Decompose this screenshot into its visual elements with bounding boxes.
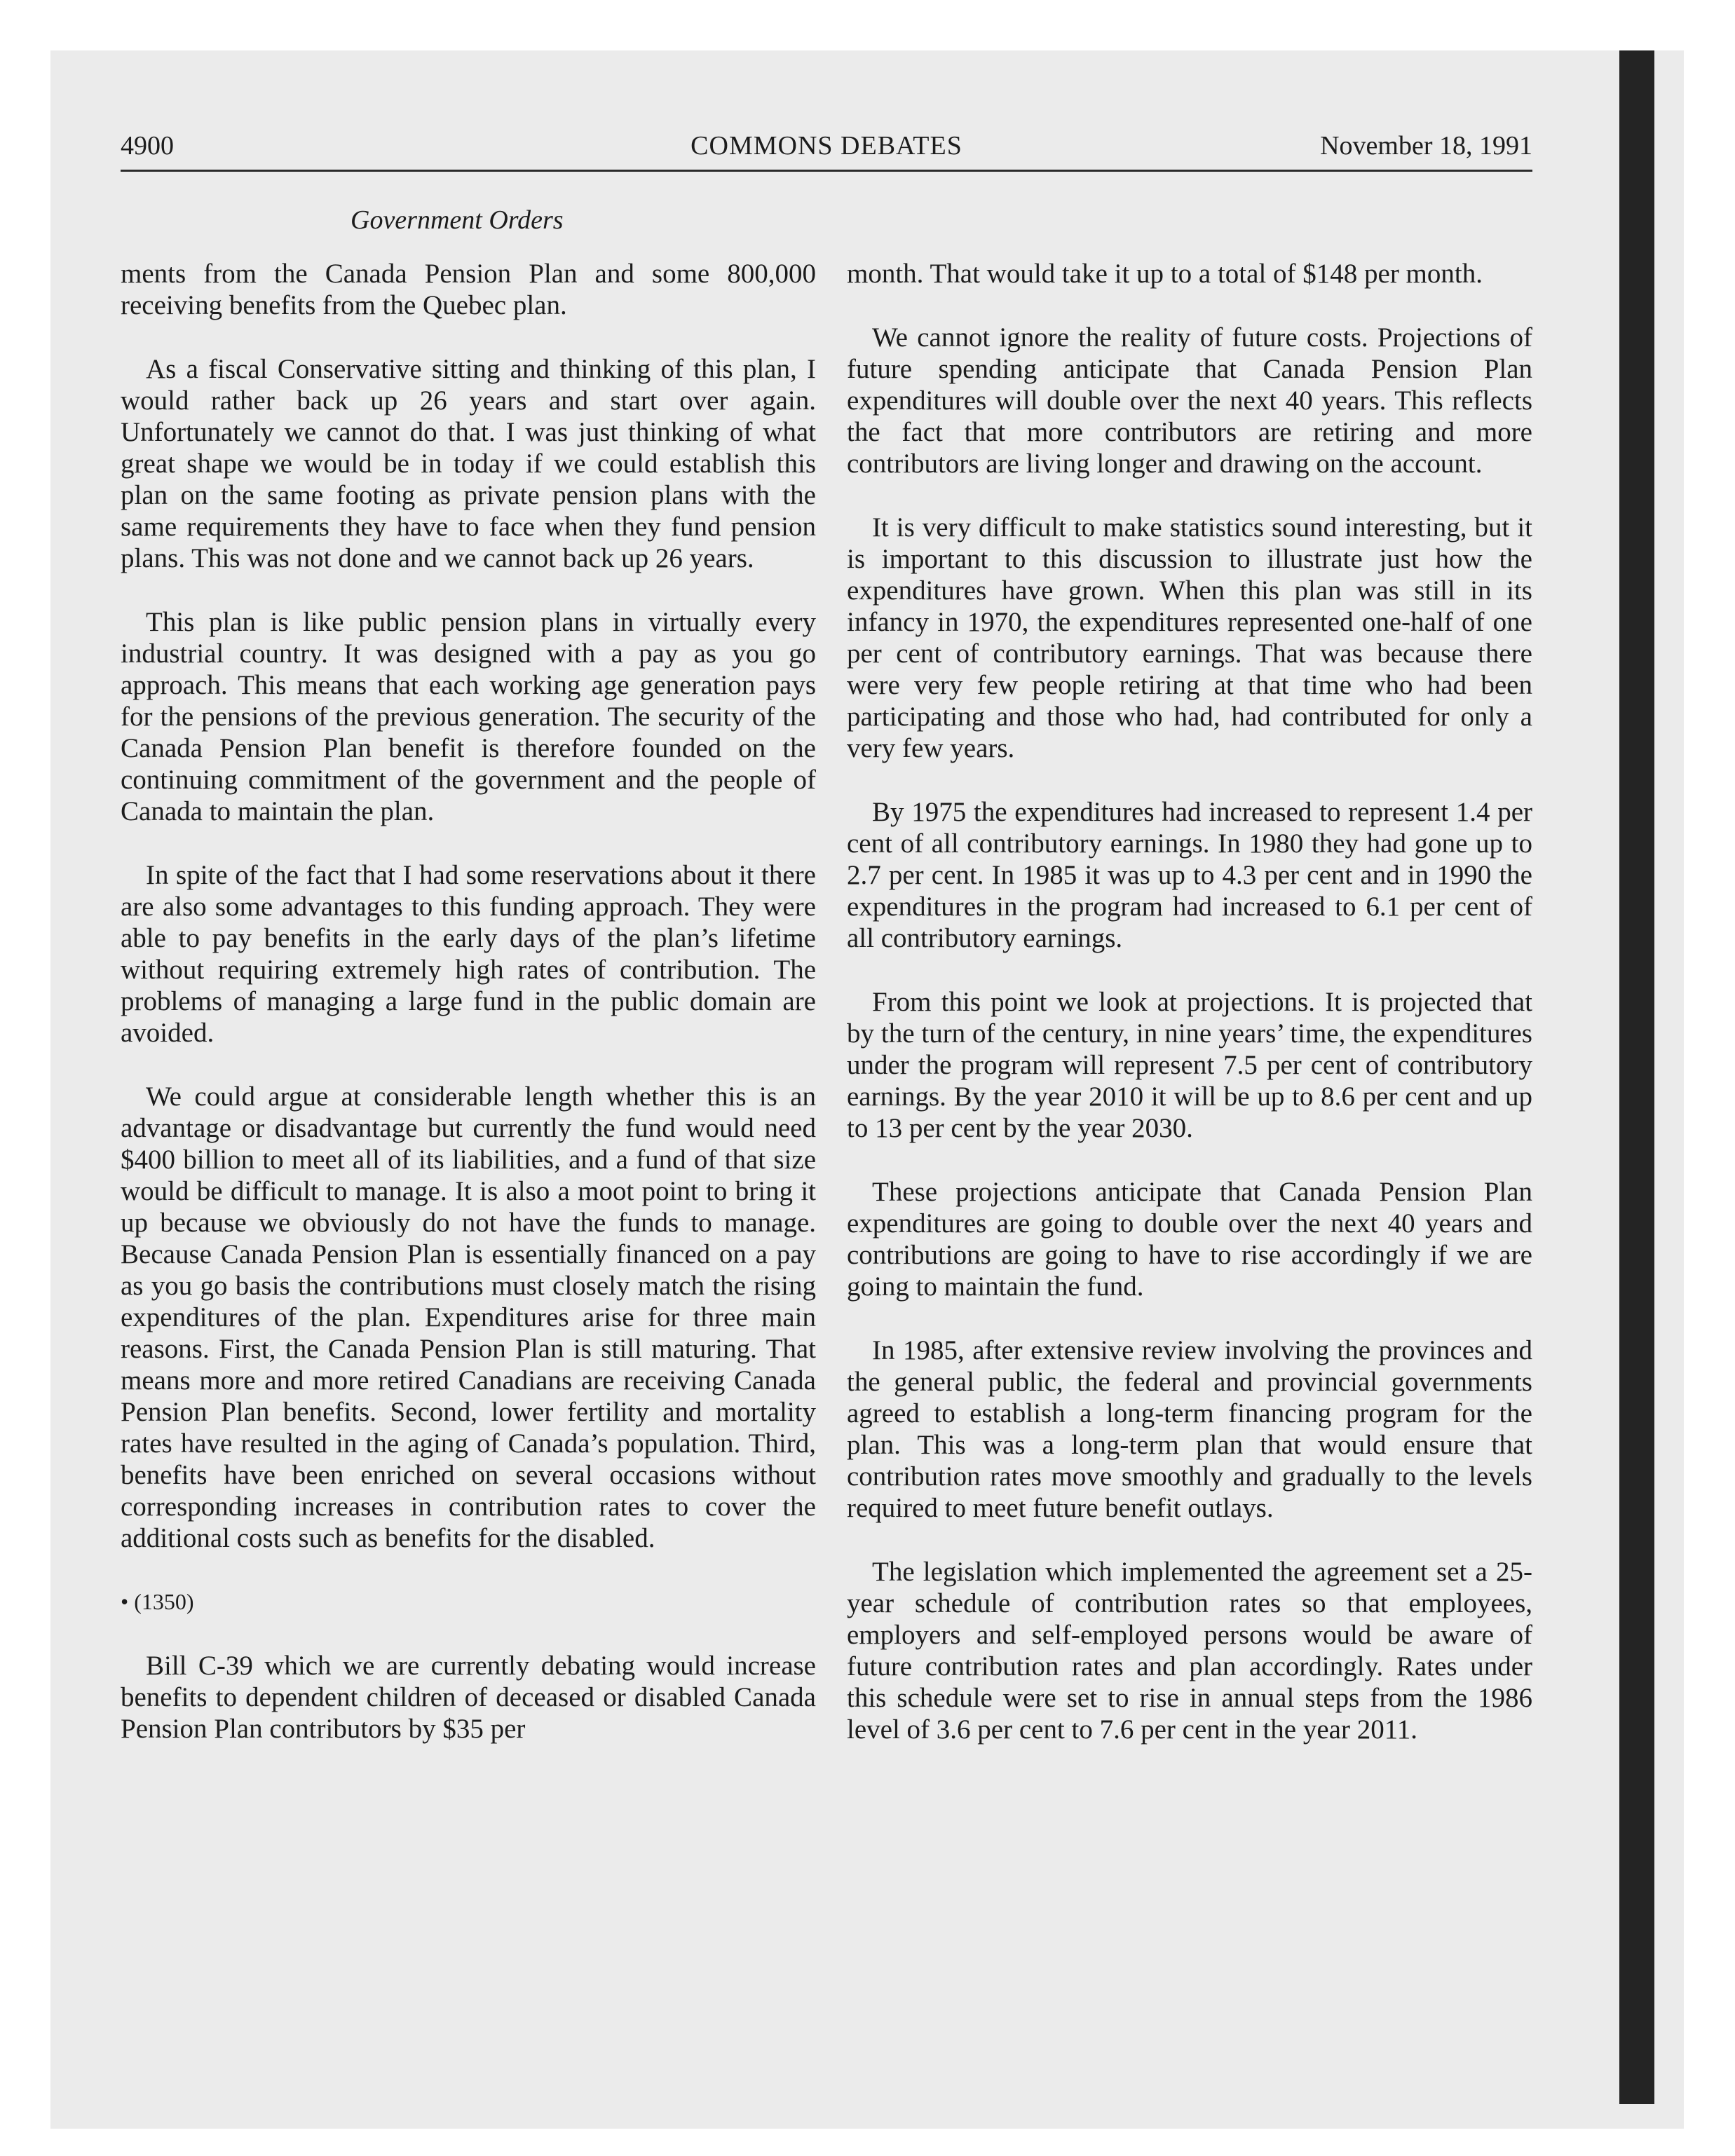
paragraph: This plan is like public pension plans in virtually every industrial country. It was designed with a pay as you go approach. This means that each working age generation pays for the pensions of the previous generation. The security of the Canada Pension Plan benefit is therefore founded on the continuing commitment of the government and the people of Canada to maintain the plan.: [121, 607, 816, 826]
page-header: [121, 125, 1532, 167]
paragraph: We cannot ignore the reality of future costs. Projections of future spending anticipate that Canada Pension Plan expenditures will double over the next 40 years. This reflects the fact that more contributors are retiring and more contributors are living longer and drawing on the account.: [847, 322, 1532, 479]
paragraph: As a fiscal Conservative sitting and thinking of this plan, I would rather back up 26 years and start over again. Unfortunately we cannot do that. I was just thinking of what great shape we would be in today if we could establish this plan on the same footing as private pension plans with the same requirements they have to face when they fund pension plans. This was not done and we cannot back up 26 years.: [121, 354, 816, 573]
section-label: Government Orders: [351, 205, 564, 235]
paragraph: These projections anticipate that Canada Pension Plan expenditures are going to double over the next 40 years and contributions are going to have to rise accordingly if we are going to maintain the fund.: [847, 1177, 1532, 1302]
paragraph: month. That would take it up to a total of $148 per month.: [847, 259, 1483, 289]
header-date: November 18, 1991: [1320, 131, 1532, 161]
page-number: 4900: [121, 131, 174, 161]
paragraph: By 1975 the expenditures had increased to represent 1.4 per cent of all contributory earnings. In 1980 they had gone up to 2.7 per cent. In 1985 it was up to 4.3 per cent and in 1990 the expenditures in the program had increased to 6.1 per cent of all contributory earnings.: [847, 797, 1532, 953]
time-marker: • (1350): [121, 1589, 194, 1614]
paragraph: It is very difficult to make statistics sound interesting, but it is important to this discussion to illustrate just how the expenditures have grown. When this plan was still in its infancy in 1970, the expenditures represented one-half of one per cent of contributory earnings. That was because there were very few people retiring at that time who had been participating and those who had, had contributed for only a very few years.: [847, 512, 1532, 763]
journal-title: COMMONS DEBATES: [690, 131, 962, 161]
right-column: [847, 258, 1532, 2010]
header-rule: [121, 170, 1532, 172]
scan-edge-bar: [1619, 50, 1654, 2104]
paragraph: In spite of the fact that I had some reservations about it there are also some advantages to this funding approach. They were able to pay benefits in the early days of the plan’s lifetime without requiring extremely high rates of contribution. The problems of managing a large fund in the public domain are avoided.: [121, 860, 816, 1048]
paragraph: From this point we look at projections. It is projected that by the turn of the century, in nine years’ time, the expenditures under the program will represent 7.5 per cent of contributory earnings. By the year 2010 it will be up to 8.6 per cent and up to 13 per cent by the year 2030.: [847, 987, 1532, 1143]
paragraph: Bill C-39 which we are currently debating would increase benefits to dependent children of deceased or disabled Canada Pension Plan contributors by $35 per: [121, 1651, 816, 1744]
paragraph: The legislation which implemented the agreement set a 25-year schedule of contribution rates so that employees, employers and self-employed persons would be aware of future contribution rates and plan accordingly. Rates under this schedule were set to rise in annual steps from the 1986 level of 3.6 per cent to 7.6 per cent in the year 2011.: [847, 1557, 1532, 1745]
paragraph: In 1985, after extensive review involving the provinces and the general public, the federal and provincial governments agreed to establish a long-term financing program for the plan. This was a long-term plan that would ensure that contribution rates move smoothly and gradually to the levels required to meet future benefit outlays.: [847, 1335, 1532, 1523]
paragraph: We could argue at considerable length whether this is an advantage or disadvantage but currently the fund would need $400 billion to meet all of its liabilities, and a fund of that size would be difficult to manage. It is also a moot point to bring it up because we obviously do not have the funds to manage. Because Canada Pension Plan is essentially financed on a pay as you go basis the contributions must closely match the rising expenditures of the plan. Expenditures arise for three main reasons. First, the Canada Pension Plan is still maturing. That means more and more retired Canadians are receiving Canada Pension Plan benefits. Second, lower fertility and mortality rates have resulted in the aging of Canada’s population. Third, benefits have been enriched on several occasions without corresponding increases in contribution rates to cover the additional costs such as benefits for the disabled.: [121, 1082, 816, 1553]
left-column: [121, 258, 816, 2010]
paragraph: ments from the Canada Pension Plan and some 800,000 receiving benefits from the Quebec plan.: [121, 259, 816, 320]
